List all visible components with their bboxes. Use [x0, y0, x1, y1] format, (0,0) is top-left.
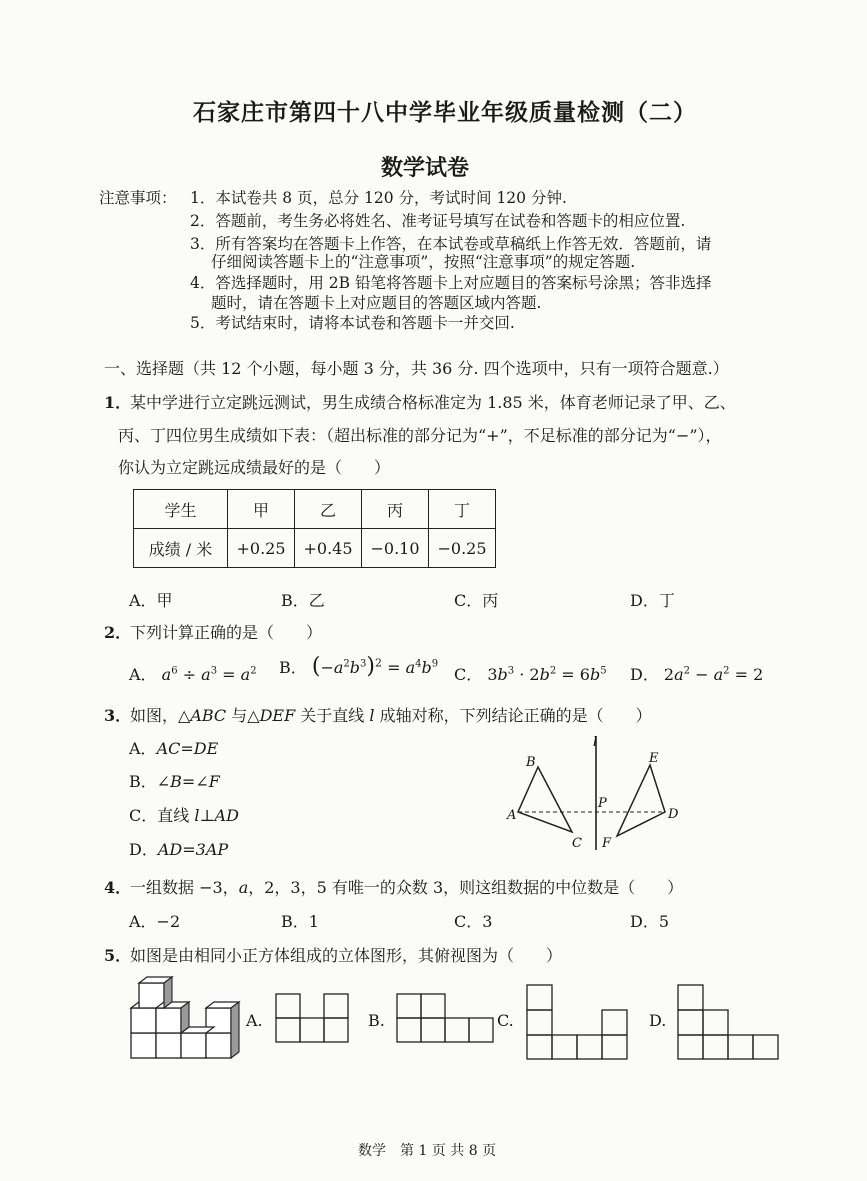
- option-text: AD=3AP: [157, 840, 229, 859]
- q4-option-d[interactable]: D．5: [630, 912, 670, 931]
- table-cell: 乙: [295, 490, 362, 529]
- notice-item-3-cont: 仔细阅读答题卡上的“注意事项”，按照“注意事项”的规定答题.: [211, 253, 636, 271]
- q5-label-c[interactable]: C.: [497, 1011, 514, 1030]
- notice-label: 注意事项：: [99, 189, 177, 207]
- table-cell: 甲: [228, 490, 295, 529]
- q5-stem: 如图是由相同小正方体组成的立体图形，其俯视图为（ ）: [130, 946, 563, 965]
- table-cell: 成绩 / 米: [134, 529, 228, 568]
- q5-label-d[interactable]: D.: [649, 1011, 667, 1030]
- page-footer: 数学 第 1 页 共 8 页: [358, 1143, 497, 1159]
- notice-item-1: 1．本试卷共 8 页，总分 120 分，考试时间 120 分钟.: [190, 189, 567, 207]
- table-cell: 丁: [429, 490, 496, 529]
- label-f: F: [602, 836, 612, 851]
- q3-symmetry-figure: [500, 732, 700, 852]
- q2-option-b[interactable]: B． $(-a^2b^3)^2 = a^4b^9$: [279, 654, 439, 679]
- label-d: D: [668, 807, 679, 822]
- q1-option-d[interactable]: D．丁: [630, 591, 675, 610]
- option-label: D．: [630, 665, 659, 684]
- q3-option-b[interactable]: [129, 769, 220, 792]
- label-p: P: [598, 796, 607, 811]
- option-label: B．: [129, 772, 157, 791]
- q4-option-b[interactable]: B．1: [281, 912, 319, 931]
- table-cell: +0.25: [228, 529, 295, 568]
- table-cell: +0.45: [295, 529, 362, 568]
- label-e: E: [649, 751, 659, 766]
- q4-a: a: [238, 878, 249, 897]
- q2-number: 2．: [104, 623, 132, 642]
- q1-option-a[interactable]: A．甲: [129, 591, 173, 610]
- q3-option-d[interactable]: [129, 837, 228, 860]
- q3-stem-text: 与△: [226, 706, 260, 725]
- notice-item-2: 2．答题前，考生务必将姓名、准考证号填写在试卷和答题卡的相应位置.: [190, 212, 686, 230]
- page-title: 石家庄市第四十八中学毕业年级质量检测（二）: [193, 99, 697, 126]
- q3-stem: [130, 703, 652, 726]
- label-b: B: [526, 755, 536, 770]
- table-cell: −0.25: [429, 529, 496, 568]
- table-cell: 学生: [134, 490, 228, 529]
- q4-number: 4．: [104, 878, 132, 897]
- q1-line2: 丙、丁四位男生成绩如下表：（超出标准的部分记为“+”，不足标准的部分记为“−”），: [118, 426, 722, 445]
- q5-label-a[interactable]: A.: [246, 1011, 263, 1030]
- q4-option-c[interactable]: C．3: [454, 912, 493, 931]
- q1-option-c[interactable]: C．丙: [454, 591, 499, 610]
- notice-item-3: 3．所有答案均在答题卡上作答，在本试卷或草稿纸上作答无效．答题前，请: [190, 235, 712, 253]
- q1-option-b[interactable]: B．乙: [281, 591, 325, 610]
- q5-option-d-grid[interactable]: [677, 984, 781, 1060]
- q5-option-b-grid[interactable]: [396, 993, 496, 1043]
- q2-stem: 下列计算正确的是（ ）: [130, 623, 323, 642]
- option-text: AC=DE: [156, 739, 219, 758]
- option-label: A．: [129, 665, 157, 684]
- q5-option-c-grid[interactable]: [526, 984, 630, 1060]
- q1-number: 1．: [104, 393, 132, 412]
- q4-stem: [130, 875, 683, 898]
- option-label: D．: [129, 840, 158, 859]
- q3-stem-text: 关于直线: [295, 706, 370, 725]
- q2-option-c[interactable]: C． $3b^3 \cdot 2b^2 = 6b^5$: [454, 665, 607, 684]
- option-label: C．: [454, 665, 483, 684]
- q3-abc: ABC: [190, 706, 227, 725]
- q3-number: 3．: [104, 706, 132, 725]
- q3-l: l: [369, 706, 375, 725]
- q1-line3: 你认为立定跳远成绩最好的是（ ）: [118, 458, 391, 477]
- q3-option-c[interactable]: [129, 803, 239, 826]
- option-text: 直线: [157, 806, 195, 825]
- notice-item-4-cont: 题时，请在答题卡上对应题目的答题区域内答题.: [211, 294, 542, 312]
- q5-solid-figure: [127, 975, 242, 1060]
- q4-stem-text: 一组数据 −3，: [130, 878, 239, 897]
- label-l: l: [593, 735, 598, 750]
- label-a: A: [507, 808, 517, 823]
- option-text: ∠B=∠F: [156, 772, 220, 791]
- table-row: [134, 490, 496, 529]
- q2-option-d[interactable]: D． $2a^2 - a^2 = 2$: [630, 665, 764, 684]
- option-label: A．: [129, 739, 157, 758]
- q4-option-a[interactable]: A．−2: [129, 912, 181, 931]
- label-c: C: [572, 836, 582, 851]
- q3-option-a[interactable]: [129, 736, 218, 759]
- triangle-abc: [518, 767, 572, 832]
- option-label: C．: [129, 806, 158, 825]
- triangle-def: [617, 765, 665, 836]
- score-table: [133, 489, 496, 568]
- q3-stem-text: 如图，△: [130, 706, 191, 725]
- q3-def: DEF: [259, 706, 296, 725]
- q5-label-b[interactable]: B.: [368, 1011, 385, 1030]
- q1-line1: 某中学进行立定跳远测试，男生成绩合格标准定为 1.85 米，体育老师记录了甲、乙、: [130, 393, 736, 412]
- q5-option-a-grid[interactable]: [275, 993, 349, 1043]
- option-text: l⊥AD: [194, 806, 239, 825]
- option-label: B．: [279, 658, 307, 677]
- section-heading: 一、选择题（共 12 个小题，每小题 3 分，共 36 分. 四个选项中，只有一项符合题意.）: [104, 359, 729, 378]
- table-row: [134, 529, 496, 568]
- q5-number: 5．: [104, 946, 132, 965]
- q3-stem-text: 成轴对称，下列结论正确的是（ ）: [374, 706, 652, 725]
- q2-option-a[interactable]: A． $a^6 \div a^3 = a^2$: [129, 665, 257, 684]
- table-cell: −0.10: [362, 529, 429, 568]
- notice-item-4: 4．答选择题时，用 2B 铅笔将答题卡上对应题目的答案标号涂黑；答非选择: [190, 274, 712, 292]
- page-subtitle: 数学试卷: [381, 155, 470, 181]
- table-cell: 丙: [362, 490, 429, 529]
- q4-stem-text: ，2，3，5 有唯一的众数 3，则这组数据的中位数是（ ）: [248, 878, 684, 897]
- notice-item-5: 5．考试结束时，请将本试卷和答题卡一并交回.: [190, 314, 515, 332]
